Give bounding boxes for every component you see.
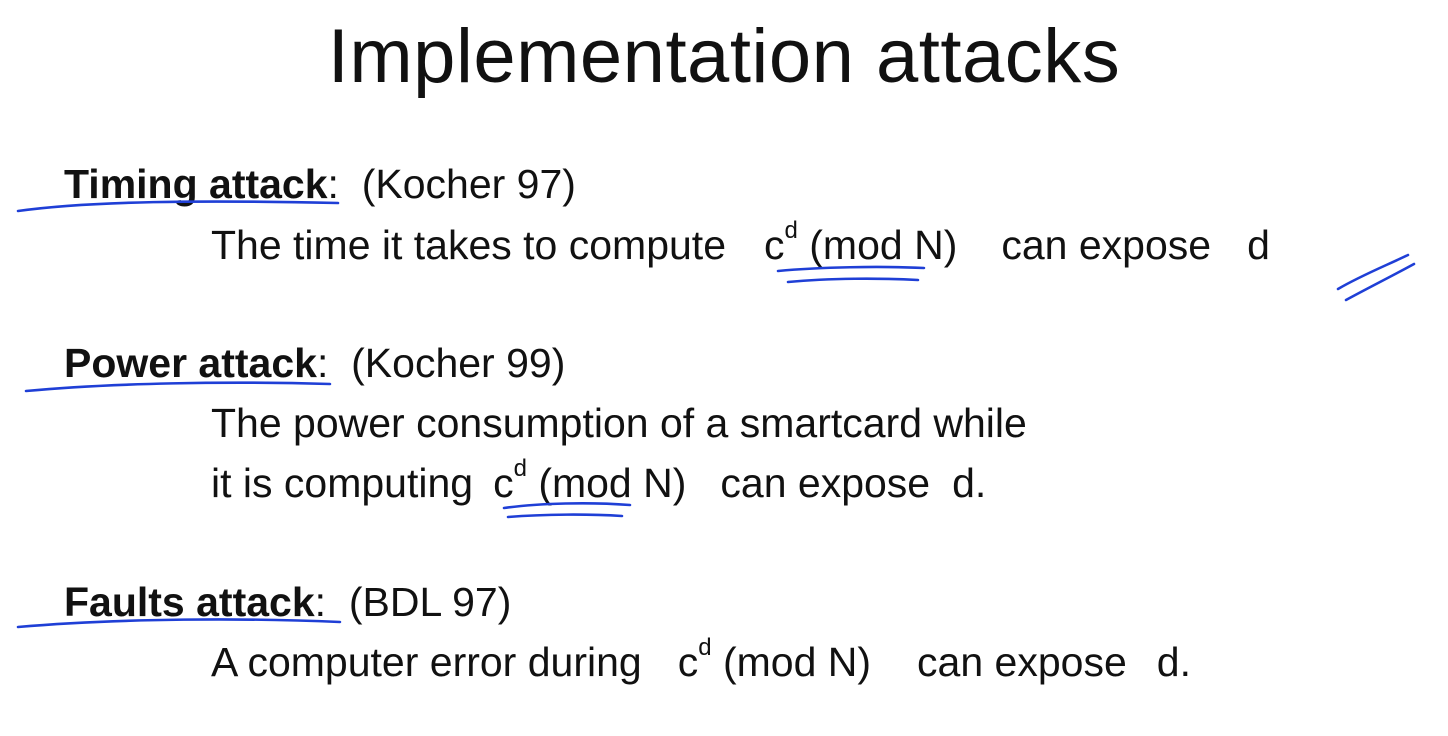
formula-mod: (mod N) bbox=[809, 222, 958, 268]
timing-attack-citation: (Kocher 97) bbox=[361, 161, 576, 207]
formula-exponent: d bbox=[513, 455, 527, 483]
power-attack-body-line2 bbox=[211, 455, 987, 508]
timing-body-prefix: The time it takes to compute bbox=[211, 222, 727, 268]
timing-attack-heading: Timing attack: (Kocher 97) bbox=[64, 161, 576, 207]
faults-attack-citation: (BDL 97) bbox=[348, 579, 512, 625]
power-body-prefix: it is computing bbox=[211, 460, 474, 506]
faults-body-prefix: A computer error during bbox=[211, 639, 642, 685]
power-formula bbox=[493, 455, 687, 506]
timing-attack-label: Timing attack bbox=[64, 161, 328, 207]
timing-formula bbox=[764, 217, 958, 268]
formula-base: c bbox=[764, 222, 785, 268]
timing-body-suffix: can expose bbox=[1001, 222, 1212, 268]
formula-mod: (mod N) bbox=[722, 639, 872, 685]
power-attack-heading: Power attack: (Kocher 99) bbox=[64, 340, 566, 386]
power-attack-citation: (Kocher 99) bbox=[351, 340, 566, 386]
formula-mod: (mod N) bbox=[538, 460, 687, 506]
faults-body-tail: d. bbox=[1156, 639, 1191, 685]
formula-exponent: d bbox=[698, 634, 712, 662]
double-slash-mark-1 bbox=[1338, 255, 1408, 289]
slide-title: Implementation attacks bbox=[327, 14, 1121, 99]
faults-attack-label: Faults attack bbox=[64, 579, 315, 625]
double-slash-mark-2 bbox=[1346, 264, 1414, 300]
faults-attack-body bbox=[211, 634, 1191, 687]
faults-attack-heading: Faults attack: (BDL 97) bbox=[64, 579, 512, 625]
power-attack-body-line1: The power consumption of a smartcard while bbox=[211, 400, 1027, 446]
faults-body-suffix: can expose bbox=[917, 639, 1127, 685]
formula-base: c bbox=[493, 460, 514, 506]
timing-attack-body bbox=[211, 217, 1270, 270]
formula-exponent: d bbox=[784, 217, 798, 245]
faults-formula bbox=[677, 634, 872, 685]
underline-power-formula-2 bbox=[508, 515, 622, 517]
power-body-suffix: can expose bbox=[720, 460, 931, 506]
underline-timing-formula-2 bbox=[788, 279, 918, 282]
formula-base: c bbox=[677, 639, 699, 685]
timing-body-tail: d bbox=[1247, 222, 1270, 268]
power-body-tail: d. bbox=[952, 460, 987, 506]
power-attack-label: Power attack bbox=[64, 340, 317, 386]
